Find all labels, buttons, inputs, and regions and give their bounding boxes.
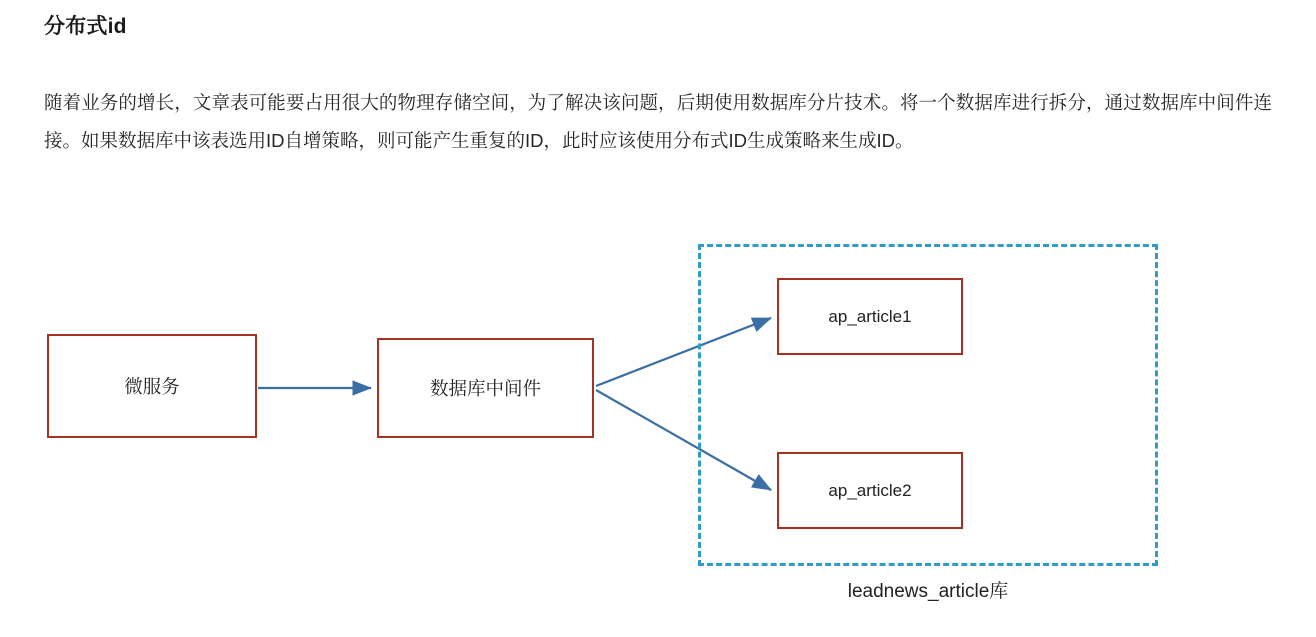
page-title: 分布式id [44,15,127,38]
node-ap-article1-label: ap_article1 [828,306,912,326]
node-ap-article2-label: ap_article2 [828,480,912,500]
architecture-diagram [0,228,1316,628]
database-group-label: leadnews_article库 [847,581,1009,602]
node-ap-article2 [777,452,963,529]
node-ap-article1 [777,278,963,355]
article-paragraph: 随着业务的增长，文章表可能要占用很大的物理存储空间，为了解决该问题，后期使用数据库分片技术。将一个数据库进行拆分，通过数据库中间件连接。如果数据库中该表选用ID自增策略，则可能产生重复的ID，此时应该使用分布式ID生成策略来生成ID。 [44,92,1272,151]
node-db-middleware-label: 数据库中间件 [429,378,541,399]
node-db-middleware [377,338,594,438]
node-microservice [47,334,257,438]
node-microservice-label: 微服务 [124,376,180,397]
